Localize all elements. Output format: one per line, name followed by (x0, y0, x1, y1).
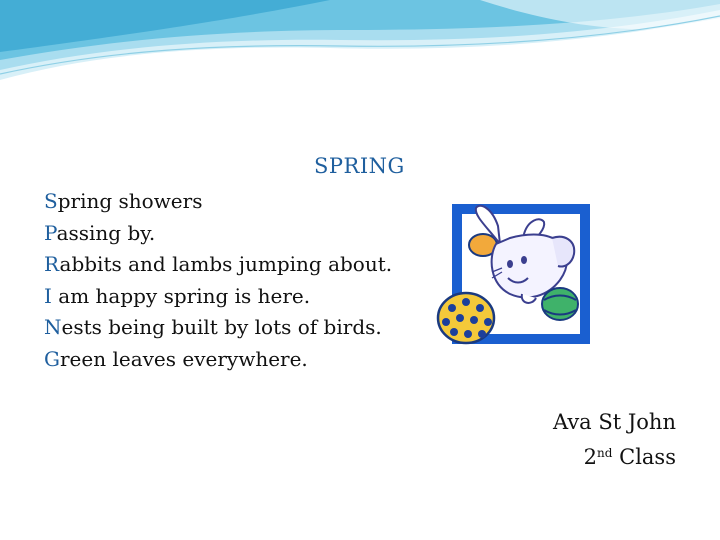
line-text: assing by. (56, 220, 156, 245)
line-text: am happy spring is here. (51, 283, 311, 308)
acrostic-initial: S (44, 189, 58, 213)
poem (44, 186, 392, 375)
acrostic-initial: I (44, 283, 52, 308)
rabbit-clipart (436, 198, 594, 350)
poem-line (44, 218, 392, 250)
class-word: Class (612, 445, 676, 469)
line-text: abbits and lambs jumping about. (59, 252, 393, 276)
class-label (553, 438, 676, 473)
poem-title: SPRING (314, 154, 405, 178)
acrostic-initial: R (44, 252, 60, 276)
signature (553, 407, 676, 473)
line-text: pring showers (57, 189, 203, 213)
acrostic-initial: G (44, 346, 60, 371)
poem-line (44, 281, 392, 313)
line-text: reen leaves everywhere. (59, 346, 308, 371)
author-name: Ava St John (553, 410, 676, 434)
poem-line (44, 312, 392, 344)
acrostic-initial: P (44, 220, 57, 245)
poem-line (44, 249, 392, 281)
poem-line (44, 186, 392, 218)
class-number: 2 (583, 445, 598, 469)
poem-line (44, 344, 392, 376)
line-text: ests being built by lots of birds. (61, 315, 382, 339)
class-suffix: nd (597, 446, 613, 460)
header-wave-decoration (0, 0, 720, 90)
acrostic-initial: N (44, 315, 62, 339)
